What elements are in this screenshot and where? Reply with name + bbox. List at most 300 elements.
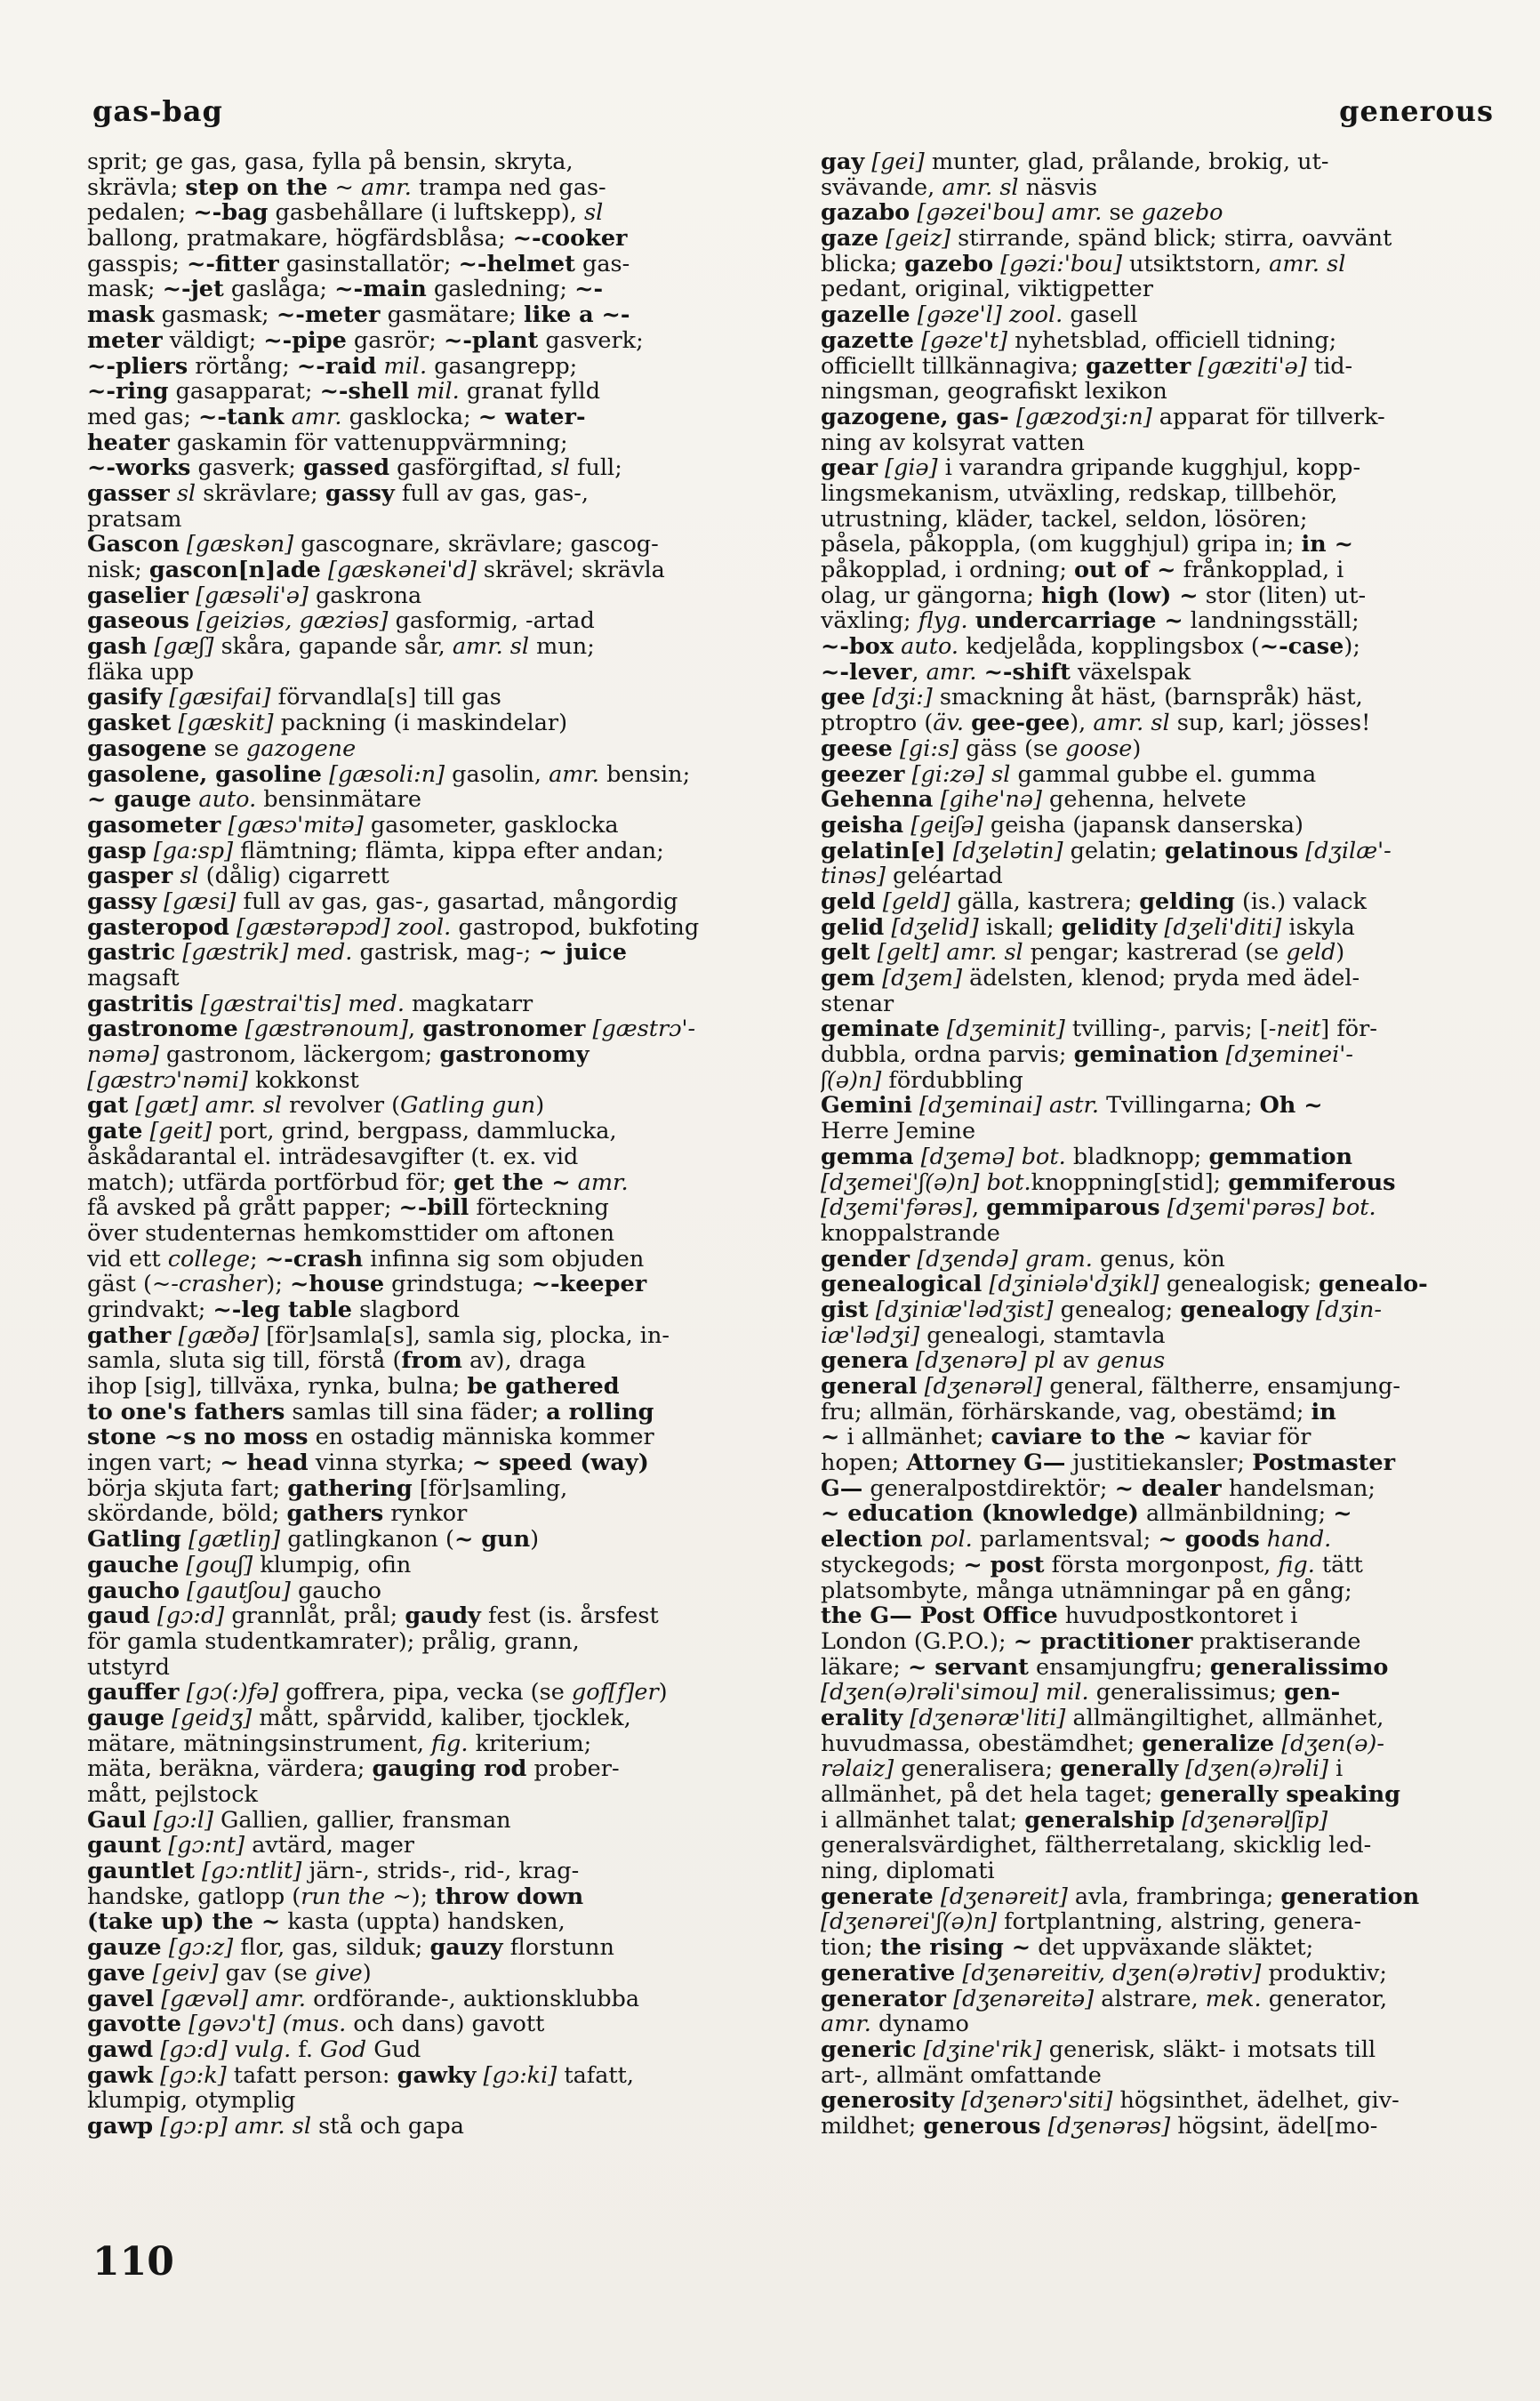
definition-text: gasangrepp; (427, 353, 578, 380)
italic-note: [gɔ:z] (168, 1935, 234, 1961)
italic-note: [gæsɔ'mitə] (228, 812, 364, 839)
headword: ~ gauge (87, 787, 192, 813)
headword: generally speaking (1159, 1782, 1400, 1808)
definition-text (976, 660, 983, 686)
definition-text: ) (362, 1960, 372, 1987)
italic-note: [gɔ:k] (160, 2062, 227, 2089)
definition-text: åskådarantal el. inträdesavgifter (t. ex. vid (87, 1144, 579, 1170)
entry-line (87, 1170, 772, 1196)
definition-text: ) (530, 1527, 540, 1553)
headword: geese (821, 735, 893, 762)
entry-line (87, 1987, 772, 2012)
entry-line (821, 1553, 1496, 1578)
definition-text: i allmänhet; (839, 1425, 991, 1451)
headword: ~-jet (162, 277, 224, 303)
definition-text: geisha (japansk danserska) (983, 812, 1303, 839)
italic-note: amr. sl (1269, 251, 1346, 277)
headword: ~ servant (908, 1654, 1029, 1681)
definition-text: av (1055, 1348, 1096, 1374)
italic-note: geld (1286, 940, 1336, 966)
entry-line (87, 1603, 772, 1629)
italic-note: [gæðə] (178, 1322, 260, 1349)
headword: gauzy (429, 1935, 503, 1961)
definition-text: gasell (1063, 302, 1138, 328)
definition-text: mätare, mätningsinstrument, (87, 1730, 432, 1757)
headword: gauge (87, 1705, 164, 1731)
entry-line (87, 813, 772, 839)
headword: ~-cooker (512, 226, 628, 252)
headword: ~ education (knowledge) (821, 1501, 1139, 1528)
italic-note: [dʒen(ə)- (1281, 1730, 1384, 1757)
italic-note: [gɔ:l] (153, 1807, 213, 1834)
definition-text: högsint, ädel[mo- (1170, 2113, 1378, 2140)
headword: gather (87, 1322, 172, 1349)
definition-text: ) (1132, 735, 1142, 762)
italic-note: [gæstrɔ'nəmi] (87, 1067, 248, 1094)
headword: in (1311, 1399, 1336, 1425)
definition-text: allmänbildning; (1138, 1501, 1334, 1528)
entry-line (821, 839, 1496, 864)
italic-note: [gæziti'ə] (1198, 353, 1307, 380)
entry-line (87, 1527, 772, 1553)
definition-text: gasbehållare (i luftskepp), (268, 200, 585, 227)
italic-note: [gɔ:ki] (483, 2062, 557, 2089)
entry-line (821, 1578, 1496, 1604)
running-head-left: gas-bag (92, 94, 223, 128)
definition-text (1218, 1042, 1225, 1068)
entry-line (87, 1374, 772, 1400)
entry-line (87, 405, 772, 430)
entry-line (87, 1272, 772, 1297)
definition-text: styckegods; (821, 1552, 964, 1578)
definition-text: goffrera, pipa, vecka (se (278, 1680, 572, 1706)
definition-text: rörtång; (188, 353, 297, 380)
entry-line (87, 1859, 772, 1884)
italic-note: [gəzei'bou] amr. (917, 200, 1103, 227)
entry-line (821, 685, 1496, 711)
entry-line (87, 1195, 772, 1221)
entry-line (87, 1016, 772, 1042)
italic-note: gazogene (245, 735, 357, 762)
definition-text: mått, spårvidd, kaliber, tjocklek, (252, 1705, 631, 1731)
entry-line (87, 1119, 772, 1144)
definition-text (876, 889, 883, 915)
headword: Postmaster (1252, 1450, 1396, 1476)
entry-line (87, 1706, 772, 1731)
italic-note: hand. (1266, 1527, 1332, 1553)
italic-note: Gatling gun (400, 1093, 536, 1120)
headword: gauffer (87, 1680, 180, 1706)
entry-line (821, 1833, 1496, 1859)
headword: ~ (821, 1425, 840, 1451)
entry-line (821, 1935, 1496, 1961)
italic-note: flyg. (918, 608, 968, 635)
definition-text: [för]samling, (412, 1475, 568, 1502)
definition-text: över studenternas hemkomsttider om aftonen (87, 1220, 615, 1247)
definition-text (878, 226, 886, 252)
entry-line (821, 863, 1496, 889)
italic-note: [gəze'l] zool. (917, 302, 1063, 328)
headword: ~-shift (983, 659, 1071, 686)
headword: Gascon (87, 532, 180, 558)
italic-note: [dʒemi'pərəs] bot. (1167, 1195, 1376, 1221)
definition-text: ~ (327, 174, 362, 201)
definition-text: påkopplad, i ordning; (821, 558, 1075, 583)
italic-note: [gævəl] amr. (161, 1986, 307, 2012)
entry-line (821, 992, 1496, 1017)
headword: gathering (287, 1475, 413, 1502)
definition-text: gas- (574, 251, 630, 277)
definition-text: genus, kön (1092, 1246, 1225, 1273)
definition-text: gäst ( (87, 1272, 152, 1297)
definition-text: klumpig, otymplig (87, 2088, 296, 2114)
entry-line (87, 2012, 772, 2037)
definition-text: magkatarr (404, 991, 533, 1017)
italic-note: rəlaiz] (821, 1756, 894, 1782)
definition-text (912, 1093, 919, 1119)
definition-text: samlas till sina fäder; (285, 1399, 547, 1425)
entry-line (821, 1961, 1496, 1987)
headword: gazogene, gas- (821, 404, 1009, 430)
headword: gauntlet (87, 1859, 195, 1884)
headword: gemmiferous (1228, 1169, 1396, 1196)
headword: genealogy (1180, 1297, 1309, 1323)
definition-text: justitiekansler; (1065, 1450, 1253, 1476)
italic-note: amr. (577, 1169, 629, 1196)
entry-line (821, 1400, 1496, 1425)
italic-note: [dʒenəreit] (940, 1883, 1068, 1910)
definition-text: vid ett (87, 1246, 168, 1273)
definition-text: förvandla[s] till gas (270, 685, 501, 711)
entry-line (821, 1501, 1496, 1527)
headword: gate (87, 1119, 143, 1144)
definition-text: av), draga (461, 1348, 586, 1374)
definition-text: ) (535, 1093, 545, 1120)
headword: Gatling (87, 1527, 181, 1553)
entry-line (821, 149, 1496, 175)
entry-line (821, 762, 1496, 788)
definition-text: mäta, beräkna, värdera; (87, 1756, 373, 1782)
entry-line (821, 430, 1496, 456)
definition-text: gasmätare; (380, 302, 524, 328)
entry-line (821, 1987, 1496, 2012)
definition-text: grindstuga; (384, 1272, 532, 1297)
headword: gasogene (87, 735, 207, 762)
headword: ~ speed (way) (471, 1450, 649, 1476)
definition-text: fest (is. årsfest (480, 1603, 659, 1629)
definition-text: generalissimus; (1088, 1680, 1285, 1706)
headword: gathers (286, 1501, 384, 1528)
headword: to one's fathers (87, 1399, 285, 1425)
definition-text: gascognare, skrävlare; gascog- (293, 532, 659, 558)
definition-text: näsvis (1018, 174, 1098, 201)
entry-line (821, 1884, 1496, 1910)
definition-text: ballong, pratmakare, högfärdsblåsa; (87, 226, 513, 252)
italic-note: [gouʃ] (186, 1552, 253, 1578)
headword: gemmation (1208, 1144, 1353, 1170)
entry-line (821, 175, 1496, 201)
definition-text: i (1328, 1756, 1343, 1782)
definition-text (147, 839, 154, 864)
entry-line (87, 608, 772, 634)
entry-line (87, 634, 772, 660)
entry-line (821, 302, 1496, 328)
italic-note: [dʒeminai] astr. (919, 1093, 1099, 1120)
definition-text (409, 379, 416, 405)
definition-text (181, 1527, 188, 1553)
entry-line (87, 328, 772, 354)
italic-note: [gæsifai] (169, 685, 271, 711)
definition-text: munter, glad, prålande, brokig, ut- (924, 149, 1329, 175)
headword: gee (821, 685, 866, 711)
entry-line (87, 736, 772, 762)
definition-text: fördubbling (881, 1067, 1023, 1094)
definition-text: mun; (529, 634, 595, 660)
definition-text (147, 1808, 154, 1834)
entry-line (87, 1909, 772, 1935)
headword: election (821, 1527, 923, 1553)
definition-text: (is.) valack (1234, 888, 1368, 915)
italic-note: [dʒi:] (872, 685, 933, 711)
definition-text: generisk, släkt- i motsats till (1041, 2036, 1376, 2063)
definition-text: officiellt tillkännagiva; (821, 353, 1087, 380)
definition-text: bensinmätare (256, 787, 421, 813)
definition-text: generator, (1261, 1986, 1388, 2012)
definition-text: platsombyte, många utnämningar på en gång; (821, 1578, 1352, 1604)
definition-text: kokkonst (247, 1067, 359, 1094)
definition-text (869, 1297, 876, 1323)
headword: gaucho (87, 1578, 180, 1604)
entry-line (87, 711, 772, 736)
italic-note: sl (550, 455, 570, 481)
definition-text: granat fylld (459, 379, 601, 405)
definition-text (875, 966, 882, 992)
definition-text: knoppalstrande (821, 1220, 1000, 1247)
definition-text: ädelsten, klenod; pryda med ädel- (962, 966, 1360, 992)
headword: gat (87, 1093, 129, 1120)
definition-text: gasolin, (445, 761, 549, 788)
definition-text: iskyla (1281, 914, 1355, 941)
headword: gaudy (405, 1603, 481, 1629)
headword: ~- (574, 277, 604, 303)
entry-line (821, 1170, 1496, 1196)
headword: the G— Post Office (821, 1603, 1058, 1629)
headword: gaselier (87, 582, 188, 609)
definition-text: knoppning[stid]; (1031, 1169, 1229, 1196)
headword: ~-case (1259, 634, 1344, 660)
headword: ~ head (220, 1450, 309, 1476)
entry-line (821, 379, 1496, 405)
headword: gazelle (821, 302, 910, 328)
headword: ~-lever (821, 659, 912, 686)
italic-note: [gæsi] (164, 888, 237, 915)
definition-text: tion; (821, 1935, 880, 1961)
headword: throw down (435, 1883, 584, 1910)
italic-note: amr. sl (452, 634, 530, 660)
definition-text: växling; (821, 608, 918, 635)
headword: gazabo (821, 200, 910, 227)
definition-text: ning, diplomati (821, 1859, 995, 1884)
definition-text (946, 1987, 953, 2012)
headword: a rolling (546, 1399, 654, 1425)
definition-text: ); (411, 1883, 436, 1910)
headword: gasper (87, 863, 173, 889)
headword: gauging rod (372, 1756, 527, 1782)
definition-text: pedalen; (87, 200, 194, 227)
italic-note: amr. (291, 404, 342, 430)
definition-text: kedjelåda, kopplingsbox ( (958, 634, 1260, 660)
entry-line (821, 608, 1496, 634)
entry-line (821, 1323, 1496, 1349)
definition-text: , (971, 1195, 987, 1221)
definition-text (193, 992, 200, 1017)
entry-line (821, 1909, 1496, 1935)
definition-text: geléartad (885, 863, 1003, 889)
italic-note: [gɔ:nt] (168, 1833, 245, 1859)
definition-text (1260, 1527, 1267, 1553)
definition-text: nisk; (87, 558, 149, 583)
entry-line (87, 2088, 772, 2114)
definition-text: olag, ur gängorna; (821, 582, 1042, 609)
definition-text: mask; (87, 277, 163, 303)
headword: meter (87, 327, 163, 354)
entry-line (87, 2037, 772, 2063)
entry-line (821, 787, 1496, 813)
definition-text (910, 302, 918, 328)
entry-line (821, 1425, 1496, 1450)
italic-note: fig. (431, 1730, 469, 1757)
entry-line (821, 1603, 1496, 1629)
headword: generalissimo (1209, 1654, 1389, 1681)
definition-text (284, 405, 291, 430)
definition-text (893, 736, 900, 762)
definition-text: f. (291, 2036, 321, 2063)
entry-line (87, 1042, 772, 1068)
definition-text: skrävel; skrävla (476, 558, 665, 583)
definition-text (878, 455, 885, 481)
definition-text: se (1102, 200, 1142, 227)
definition-text: ); (266, 1272, 291, 1297)
entry-line (821, 328, 1496, 354)
entry-line (821, 226, 1496, 252)
headword: ~-fitter (186, 251, 279, 277)
italic-note: [gɔ:d] vulg. (160, 2036, 292, 2063)
entry-line (87, 1247, 772, 1273)
italic-note: [geiziəs, gæziəs] (196, 608, 389, 635)
italic-note: [gihe'nə] (940, 787, 1042, 813)
definition-text: parlamentsval; (972, 1527, 1159, 1553)
definition-text (180, 1578, 187, 1604)
entry-line (87, 252, 772, 277)
definition-text: gav (se (218, 1960, 315, 1987)
definition-text (917, 1374, 924, 1400)
definition-text: påsela, påkoppla, (om kugghjul) gripa in; (821, 532, 1302, 558)
definition-text: generalpostdirektör; (862, 1475, 1115, 1502)
headword: geld (821, 888, 876, 915)
definition-text: apparat för tillverk- (1151, 404, 1385, 430)
entry-line (87, 1782, 772, 1808)
definition-text: rynkor (383, 1501, 468, 1528)
definition-text: ), (1070, 711, 1094, 736)
definition-text: , (407, 1016, 423, 1043)
definition-text: skördande, böld; (87, 1501, 287, 1528)
definition-text: första morgonpost, (1044, 1552, 1279, 1578)
definition-text: tafatt, (557, 2062, 635, 2089)
definition-text: vinna styrka; (308, 1450, 472, 1476)
entry-line (821, 1655, 1496, 1681)
definition-text: gaskamin för vattenuppvärmning; (169, 430, 568, 456)
headword: gawp (87, 2113, 154, 2140)
italic-note: [geld] (882, 888, 950, 915)
entry-line (821, 1068, 1496, 1094)
definition-text: gasförgiftad, (389, 455, 551, 481)
definition-text (1298, 839, 1305, 864)
italic-note: God (320, 2036, 367, 2063)
entry-line (821, 813, 1496, 839)
headword: ~ practitioner (1013, 1628, 1193, 1655)
definition-text: i allmänhet talat; (821, 1807, 1025, 1834)
definition-text: blicka; (821, 251, 905, 277)
headword: gavel (87, 1986, 155, 2012)
headword: gawk (87, 2062, 153, 2089)
definition-text: klumpig, ofin (253, 1552, 412, 1578)
entry-line (821, 507, 1496, 533)
entry-line (821, 889, 1496, 915)
headword: ~-plant (443, 327, 539, 354)
italic-note: iæ'lədʒi] (821, 1322, 920, 1349)
entry-line (821, 1629, 1496, 1655)
definition-text: alstrare, (1094, 1986, 1206, 2012)
italic-note: [gæstrənoum] (245, 1016, 408, 1043)
headword: gastronome (87, 1016, 238, 1043)
definition-text: gäss (se (958, 735, 1066, 762)
definition-text: pratsam (87, 506, 182, 533)
headword: gelding (1139, 888, 1235, 915)
definition-text: skåra, gapande sår, (213, 634, 453, 660)
definition-text: avla, frambringa; (1067, 1883, 1281, 1910)
definition-text: utsiktstorn, (1121, 251, 1270, 277)
headword: gear (821, 455, 878, 481)
headword: gee-gee (971, 711, 1071, 736)
entry-line (87, 1476, 772, 1502)
entry-line (821, 1144, 1496, 1170)
definition-text (229, 915, 237, 941)
italic-note: [gɔ:ntlit] (202, 1859, 302, 1884)
italic-note: [dʒenəræ'liti] (910, 1705, 1066, 1731)
headword: gasp (87, 838, 147, 864)
entry-line (87, 1093, 772, 1119)
headword: gist (821, 1297, 869, 1323)
italic-note: amr. (926, 659, 977, 686)
italic-note: [gi:zə] sl (911, 761, 1011, 788)
entry-line (821, 1272, 1496, 1297)
italic-note: genus (1095, 1348, 1166, 1374)
italic-note: [giə] (885, 455, 938, 481)
definition-text: Gud (366, 2036, 421, 2063)
headword: gasify (87, 685, 163, 711)
definition-text: gehenna, helvete (1041, 787, 1247, 813)
headword: generous (923, 2113, 1041, 2140)
entry-line (821, 660, 1496, 686)
definition-text: i varandra gripande kugghjul, kopp- (937, 455, 1361, 481)
headword: generator (821, 1986, 946, 2012)
entry-line (87, 175, 772, 201)
italic-note: [dʒendə] gram. (917, 1246, 1093, 1273)
italic-note: sl (584, 200, 604, 227)
italic-note: fig. (1278, 1552, 1315, 1578)
headword: gash (87, 634, 148, 660)
definition-text: och dans) gavott (346, 2012, 545, 2037)
